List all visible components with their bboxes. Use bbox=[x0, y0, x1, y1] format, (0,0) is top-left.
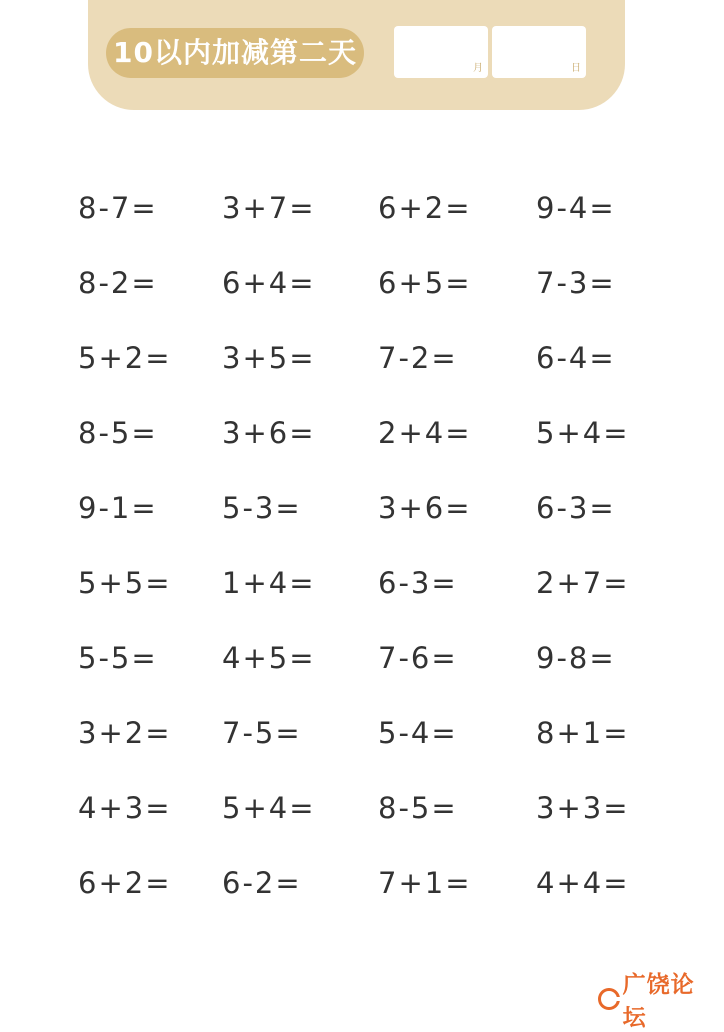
math-problem: 8-5= bbox=[378, 791, 458, 825]
math-problem: 9-4= bbox=[536, 191, 616, 225]
problem-row bbox=[0, 716, 724, 756]
math-problem: 2+4= bbox=[378, 416, 472, 450]
problem-row bbox=[0, 266, 724, 306]
math-problem: 3+7= bbox=[222, 191, 316, 225]
day-field[interactable] bbox=[492, 26, 586, 78]
math-problem: 5-4= bbox=[378, 716, 458, 750]
math-problem: 3+5= bbox=[222, 341, 316, 375]
problem-row bbox=[0, 641, 724, 681]
math-problem: 8-7= bbox=[78, 191, 158, 225]
g-logo-icon bbox=[598, 988, 620, 1010]
problem-row bbox=[0, 566, 724, 606]
math-problem: 3+2= bbox=[78, 716, 172, 750]
problem-row bbox=[0, 341, 724, 381]
math-problem: 4+3= bbox=[78, 791, 172, 825]
watermark-logo bbox=[598, 972, 716, 1031]
math-problem: 3+3= bbox=[536, 791, 630, 825]
day-label: 日 bbox=[571, 63, 581, 74]
problem-row bbox=[0, 791, 724, 831]
problem-row bbox=[0, 491, 724, 531]
math-problem: 6+2= bbox=[378, 191, 472, 225]
month-field[interactable] bbox=[394, 26, 488, 78]
math-problem: 6+4= bbox=[222, 266, 316, 300]
math-problem: 2+7= bbox=[536, 566, 630, 600]
worksheet-header bbox=[88, 0, 625, 110]
math-problem: 5+4= bbox=[222, 791, 316, 825]
math-problem: 9-8= bbox=[536, 641, 616, 675]
math-problem: 7-3= bbox=[536, 266, 616, 300]
math-problem: 7-6= bbox=[378, 641, 458, 675]
math-problem: 7+1= bbox=[378, 866, 472, 900]
math-problem: 9-1= bbox=[78, 491, 158, 525]
math-problem: 8-2= bbox=[78, 266, 158, 300]
math-problem: 7-2= bbox=[378, 341, 458, 375]
problem-row bbox=[0, 416, 724, 456]
worksheet-title: 10以内加减第二天 bbox=[106, 28, 364, 78]
math-problem: 8+1= bbox=[536, 716, 630, 750]
math-problem: 5+2= bbox=[78, 341, 172, 375]
math-problem: 4+5= bbox=[222, 641, 316, 675]
math-problem: 5+5= bbox=[78, 566, 172, 600]
math-problem: 5-3= bbox=[222, 491, 302, 525]
math-problem: 8-5= bbox=[78, 416, 158, 450]
problem-row bbox=[0, 191, 724, 231]
math-problem: 3+6= bbox=[222, 416, 316, 450]
math-problem: 6+2= bbox=[78, 866, 172, 900]
math-problem: 3+6= bbox=[378, 491, 472, 525]
math-problem: 1+4= bbox=[222, 566, 316, 600]
math-problem: 6-3= bbox=[536, 491, 616, 525]
math-problem: 4+4= bbox=[536, 866, 630, 900]
math-problem: 6-4= bbox=[536, 341, 616, 375]
math-problem: 7-5= bbox=[222, 716, 302, 750]
math-problem: 6-3= bbox=[378, 566, 458, 600]
math-problem: 5+4= bbox=[536, 416, 630, 450]
math-problem: 6+5= bbox=[378, 266, 472, 300]
math-problem: 6-2= bbox=[222, 866, 302, 900]
math-problem: 5-5= bbox=[78, 641, 158, 675]
month-label: 月 bbox=[473, 63, 483, 74]
problem-row bbox=[0, 866, 724, 906]
watermark-text: 广饶论坛 bbox=[622, 972, 695, 1031]
